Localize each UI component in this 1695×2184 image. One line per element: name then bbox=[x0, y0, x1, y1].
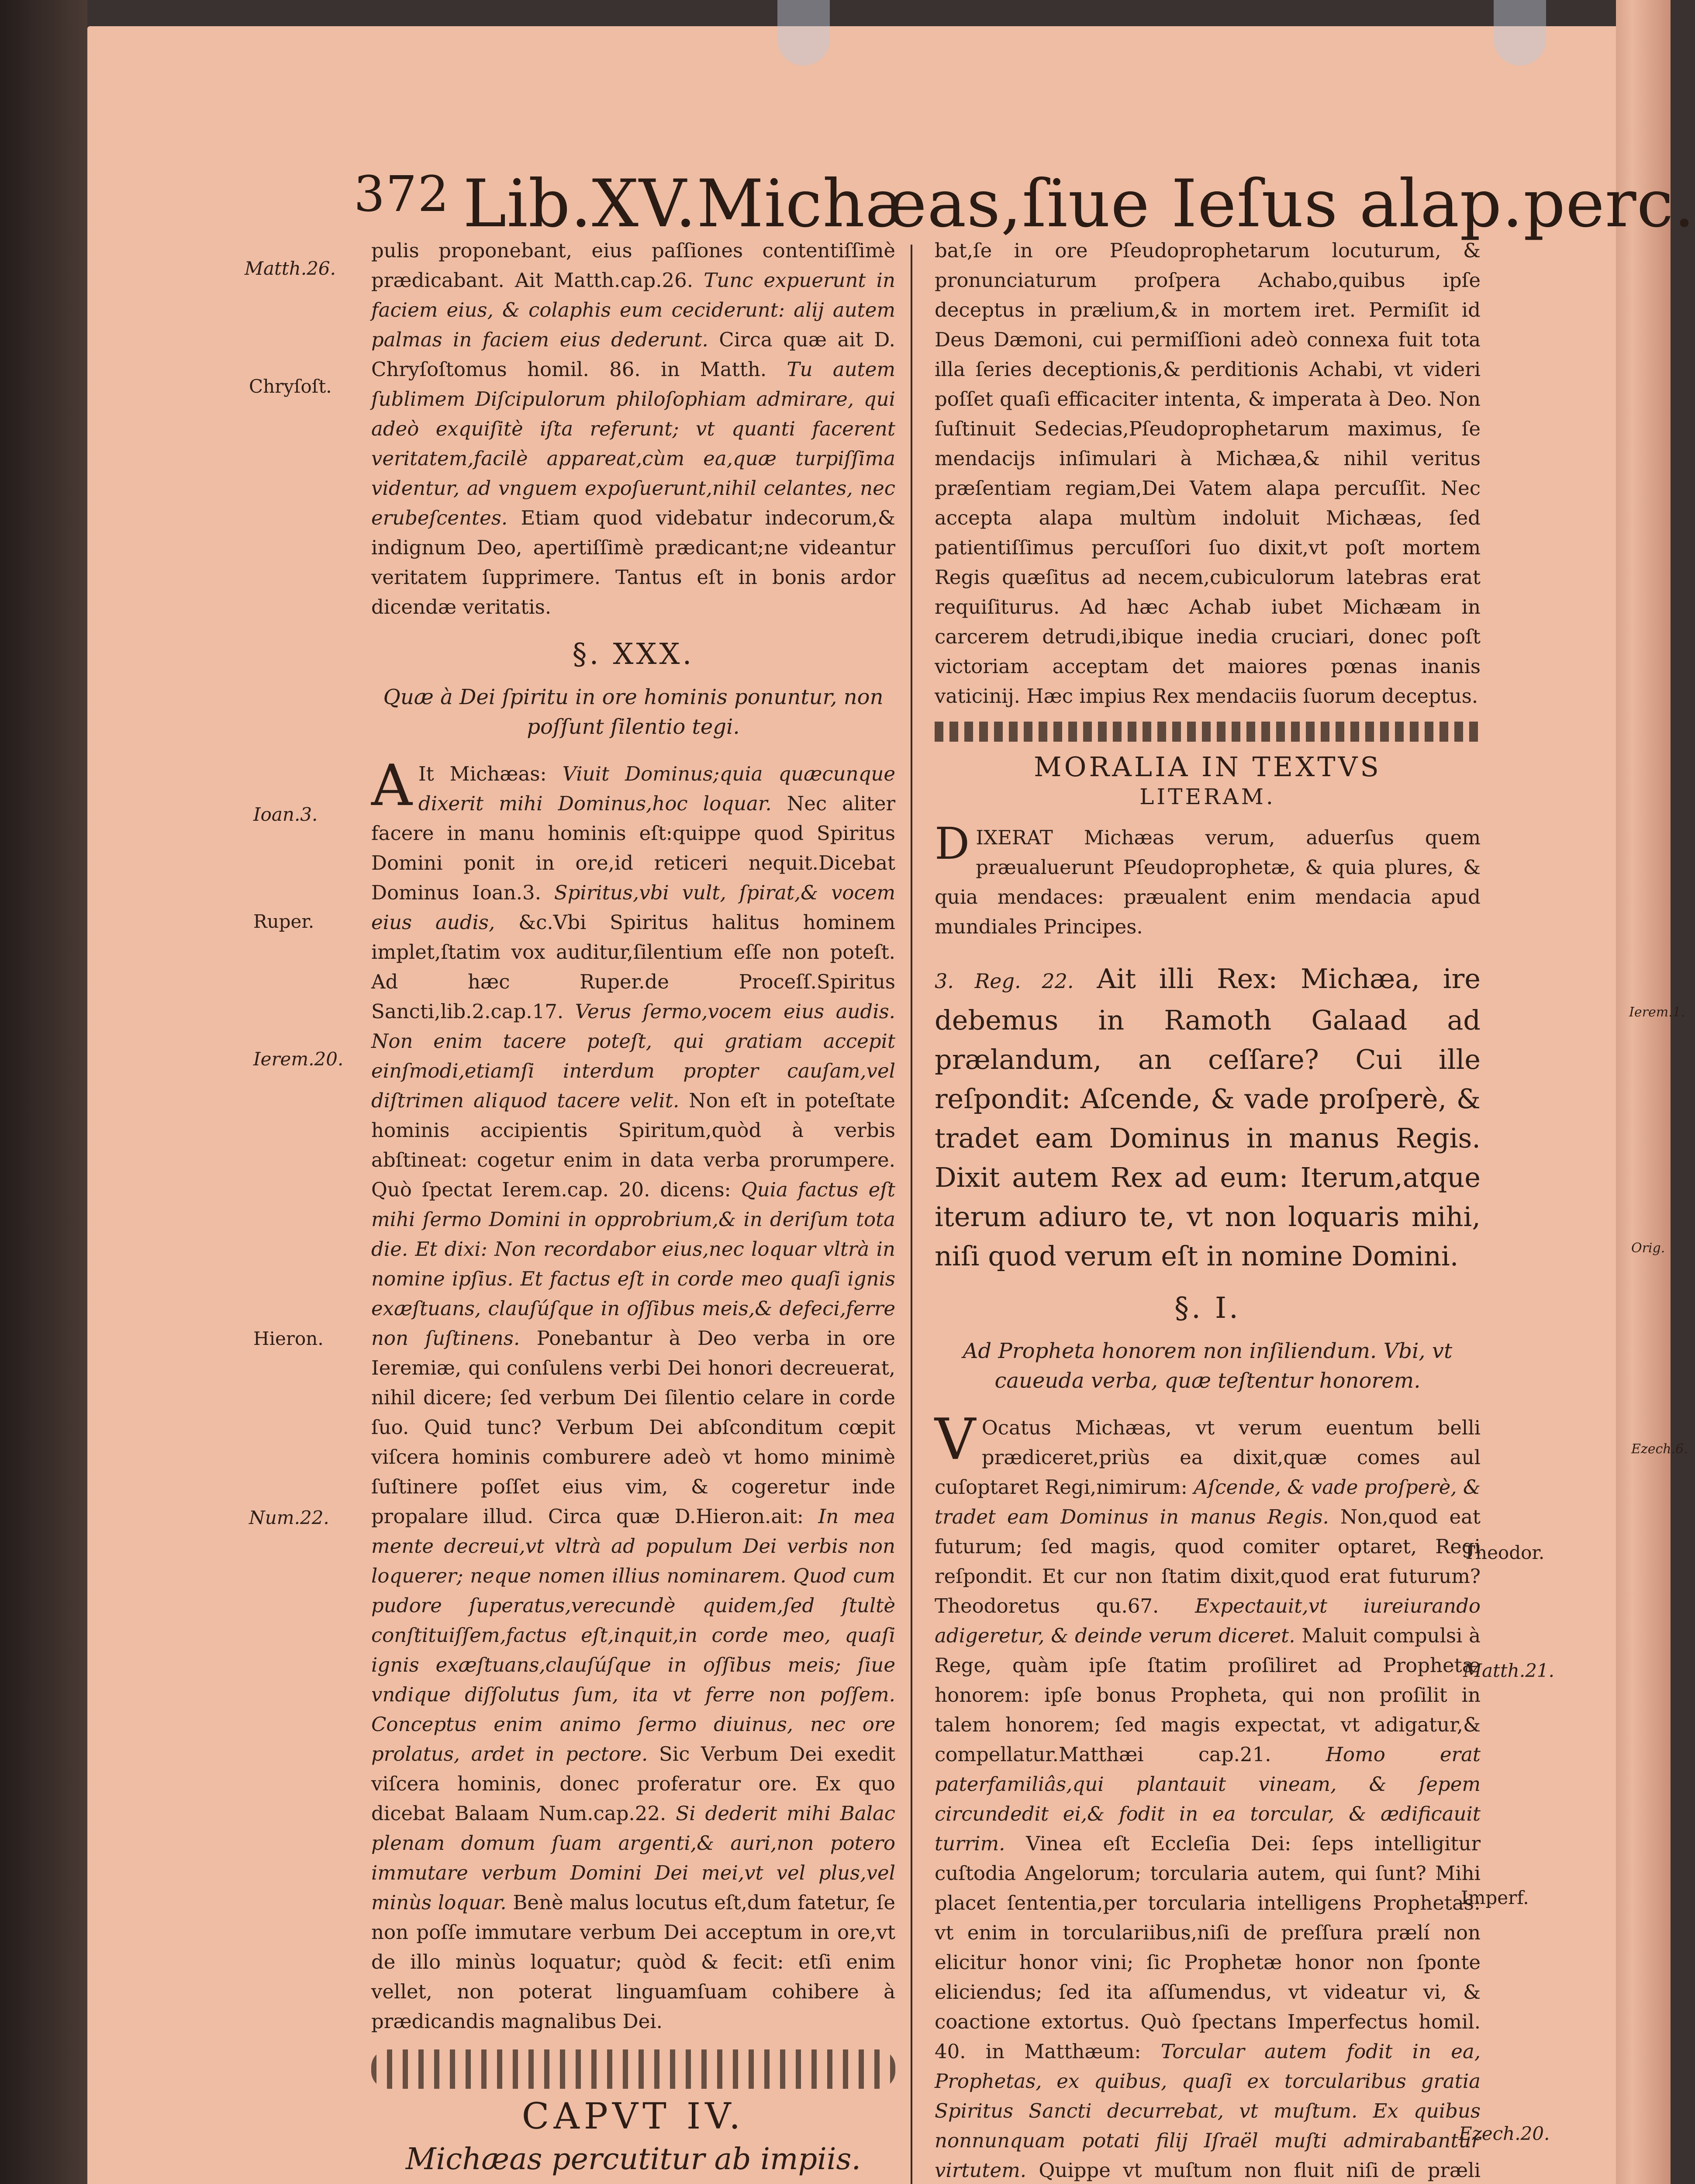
text-run: Ocatus Michæas, vt verum euentum belli prædiceret,priùs ea dixit,quæ comes aul cuſoptaret Regi,nimirum: bbox=[935, 1416, 1481, 1499]
paragraph bbox=[371, 236, 895, 622]
paragraph bbox=[935, 818, 1481, 942]
initial-letter: V bbox=[935, 1406, 976, 1472]
text-run: Ponebantur à Deo verba in ore Ieremiæ, qui conſulens verbi Dei honori decreuerat, nihil dicere; ſed verbum Dei ſilentio celare in corde ſuo. Quid tunc? Verbum Dei abſconditum cœpit viſcera hominis comburere adeò vt homo minimè ſuſtinere poſſet eius vim, & cogeretur inde propalare illud. Circa quæ D.Hieron.ait: bbox=[371, 1327, 896, 1528]
page-clip bbox=[777, 0, 830, 66]
book-spine bbox=[0, 0, 87, 2184]
moralia-heading-line2: LITERAM. bbox=[1139, 784, 1276, 809]
margin-note: Hieron. bbox=[253, 1328, 324, 1349]
text-run: Circa quæ ait D. Chryſoſtomus homil. 86. in Matth. bbox=[371, 328, 895, 381]
text-run-italic: In mea mente decreui,vt vltrà ad populum Dei verbis non loquerer; neque nomen illius nominarem. Quod cum pudore ſuperatus,verecundè quidem,ſed ſtultè conſtituiſſem,factus eſt,inquit,in corde meo, quaſi ignis exæſtuans,clauſúſque in oſſibus meis; ſiue vndique diſſolutus ſum, ita vt ferre non poſſem. Conceptus enim animo ſermo diuinus, nec ore prolatus, ardet in pectore. bbox=[371, 1505, 895, 1766]
margin-note: Theodor. bbox=[1463, 1542, 1545, 1563]
margin-note: Ioan.3. bbox=[253, 804, 318, 825]
page-number: 372 bbox=[354, 166, 450, 223]
text-run-italic: Verus ſermo,vocem eius audis. Non enim tacere poteſt, qui gratiam accepit einſmodi,etiamſi interdum propter cauſam,vel diſtrimen aliquod tacere velit. bbox=[371, 1000, 895, 1112]
margin-note: Orig. bbox=[1631, 1241, 1665, 1256]
text-run: It Michæas: bbox=[418, 762, 547, 785]
text-run: Sic Verbum Dei exedit viſcera hominis, donec proferatur ore. Ex quo dicebat Balaam Num.cap.22. bbox=[371, 1742, 895, 1825]
margin-note: Ezech.20. bbox=[1459, 2123, 1550, 2144]
paragraph bbox=[935, 1406, 1481, 2184]
text-run: Ait illi Rex: Michæa, ire debemus in Ramoth Galaad ad prælandum, an ceſſare? Cui ille reſpondit: Aſcende, & vade proſperè, & tradet eam Dominus in manus Regis. Dixit autem Rex ad eum: Iterum,atque iterum adiuro te, vt non loquaris mihi, niſi quod verum eſt in nomine Domini. bbox=[935, 963, 1481, 1272]
section-subtitle: Quæ à Dei ſpiritu in ore hominis ponuntur, non poſſunt ſilentio tegi. bbox=[383, 685, 884, 739]
text-run: &c.Vbi Spiritus halitus hominem implet,ſtatim vox auditur,ſilentium eſſe non poteſt. Ad hæc Ruper.de Proceſſ.Spiritus Sancti,lib.2.cap.17. bbox=[371, 911, 895, 1023]
margin-note: Matth.26. bbox=[245, 258, 336, 279]
text-run-italic: Si dederit mihi Balac plenam domum ſuam argenti,& auri,non potero immutare verbum Domini Dei mei,vt vel plus,vel minùs loquar. bbox=[371, 1802, 896, 1914]
chapter-heading: CAPVT IV. bbox=[521, 2096, 745, 2137]
text-run-italic: Torcular autem fodit in ea, Prophetas, ex quibus, quaſi ex torcularibus gratia Spiritus Sancti decurrebat, vt muſtum. Ex quibus nonnunquam potati filij Iſraël muſti admirabantur virtutem. bbox=[935, 2040, 1481, 2182]
margin-note: Chryſoſt. bbox=[249, 376, 332, 397]
running-title: Lib.XV.Michæas,ſiue Ieſus alap.perc. bbox=[463, 166, 1695, 242]
text-run-italic: Aſcende, & vade proſperè, & tradet eam Dominus in manus Regis. bbox=[935, 1476, 1481, 1528]
text-run: Quippe vt muſtum non fluit niſi de præli bbox=[1039, 2159, 1481, 2182]
text-run-italic: Expectauit,vt iureiurando adigeretur, & deinde verum diceret. bbox=[935, 1594, 1481, 1647]
initial-letter: A bbox=[371, 752, 412, 819]
decorative-ornament bbox=[371, 2049, 895, 2089]
right-column bbox=[935, 236, 1481, 2184]
text-run-italic: Tu autem ſublimem Diſcipulorum philoſophiam admirare, qui adeò exquiſitè iſta referunt; vt quanti facerent veritatem,facilè appareat,cùm ea,quæ turpiſſima videntur, ad vnguem expoſuerunt,nihil celantes, nec erubeſcentes. bbox=[371, 358, 895, 529]
text-run: Benè malus locutus eſt,dum fatetur, ſe non poſſe immutare verbum Dei acceptum in ore,vt de illo minùs loquatur; quòd & fecit: etſi enim vellet, non poterat linguamſuam cohibere à prædicandis magnalibus Dei. bbox=[371, 1891, 895, 2033]
paragraph: bat,ſe in ore Pſeudoprophetarum locuturum, & pronunciaturum proſpera Achabo,quibus ipſe deceptus in prælium,& in mortem iret. Permiſit id Deus Dæmoni, cui permiſſioni adeò connexa fuit tota illa ſeries deceptionis,& perditionis Achabi, vt videri poſſet quaſi efficaciter intenta, & imperata à Deo. Non ſuſtinuit Sedecias,Pſeudoprophetarum maximus, ſe mendacijs inſimulari à Michæa,& nihil veritus præſentiam regiam,Dei Vatem alapa percuſſit. Nec accepta alapa multùm indoluit Michæas, ſed patientiſſimus percuſſori ſuo dixit,vt poſt mortem Regis quæſitus ad necem,cubiculorum latebras erat requiſiturus. Ad hæc Achab iubet Michæam in carcerem detrudi,ibique inedia cruciari, donec poſt victoriam acceptam det maiores pœnas inanis vaticinij. Hæc impius Rex mendaciis ſuorum deceptus. bbox=[935, 239, 1481, 708]
section-heading: §. XXX. bbox=[572, 637, 694, 671]
column-rule bbox=[911, 245, 912, 2184]
section-subtitle: Ad Propheta honorem non inſiliendum. Vbi, vt caueuda verba, quæ teſtentur honorem. bbox=[963, 1339, 1453, 1393]
text-run: Non,quod eat futurum; ſed magis, quod comiter optaret, Regi reſpondit. Et cur non ſtatim dixit,quod erat futurum? Theodoretus qu.67. bbox=[935, 1505, 1481, 1617]
running-header bbox=[354, 166, 1695, 242]
margin-note: Ierem.1. bbox=[1629, 1005, 1685, 1020]
text-run: pulis proponebant, eius paſſiones contentiſſimè prædicabant. Ait Matth.cap.26. bbox=[371, 239, 895, 292]
section-heading: §. I. bbox=[1174, 1291, 1241, 1325]
moralia-heading: MORALIA IN TEXTVS bbox=[1034, 751, 1381, 783]
text-run: Etiam quod videbatur indecorum,& indignum Deo, apertiſſimè prædicant;ne videantur veritatem ſupprimere. Tantus eſt in bonis ardor dicendæ veritatis. bbox=[371, 506, 895, 619]
left-column bbox=[371, 236, 895, 2184]
decorative-rule bbox=[935, 722, 1481, 742]
chapter-subtitle: Michæas percutitur ab impiis. bbox=[405, 2142, 861, 2177]
text-run-italic: Homo erat paterfamiliâs,qui plantauit vineam, & ſepem circundedit ei,& fodit in ea torcular, & ædificauit turrim. bbox=[935, 1743, 1481, 1855]
margin-note: Ezech.6. bbox=[1631, 1441, 1688, 1457]
text-run: Vinea eſt Eccleſia Dei: ſeps intelligitur cuſtodia Angelorum; torcularia autem, qui ſunt? Mihi placet ſententia,per torcularia intelligens Prophetas: vt enim in torculariibus,niſi de preſſura prælí non elicitur honor vini; ſic Prophetæ honor non ſponte eliciendus; ſed ita aſſumendus, vt videatur vi, & coactione extortus. Quò ſpectans Imperfectus homil. 40. in Matthæum: bbox=[935, 1832, 1481, 2063]
text-run: Nec aliter facere in manu hominis eſt:quippe quod Spiritus Domini ponit in ore,id reticeri nequit.Dicebat Dominus Ioan.3. bbox=[371, 792, 896, 904]
initial-letter: D bbox=[935, 818, 970, 869]
text-run-italic: Tunc expuerunt in faciem eius, & colaphis eum ceciderunt: alij autem palmas in faciem eius dederunt. bbox=[371, 269, 895, 351]
text-run-italic: Spiritus,vbi vult, ſpirat,& vocem eius audis, bbox=[371, 881, 896, 934]
text-run: Non eſt in poteſtate hominis accipientis Spiritum,quòd à verbis abſtineat: cogetur enim in data verba prorumpere. Quò ſpectat Ierem.cap. 20. dicens: bbox=[371, 1089, 896, 1201]
paragraph bbox=[371, 752, 896, 2036]
scripture-reference: 3. Reg. 22. bbox=[935, 969, 1074, 993]
adjacent-page-edge bbox=[1616, 0, 1671, 2184]
margin-note: Ierem.20. bbox=[253, 1048, 344, 1070]
scripture-quote bbox=[935, 959, 1481, 1276]
text-run-italic: Quia factus eſt mihi ſermo Domini in opprobrium,& in deriſum tota die. Et dixi: Non recordabor eius,nec loquar vltrà in nomine ipſius. Et factus eſt in corde meo quaſi ignis exæſtuans, clauſúſque in oſſibus meis,& defeci,ferre non ſuſtinens. bbox=[371, 1178, 896, 1350]
margin-note: Imperf. bbox=[1461, 1887, 1529, 1908]
page-clip bbox=[1494, 0, 1546, 66]
text-run: Maluit compulsi à Rege, quàm ipſe ſtatim proſiliret ad Prophetæ honorem: ipſe bonus Propheta, qui non proſilit in talem honorem; ſed magis expectat, vt adigatur,& compellatur.Matthæi cap.21. bbox=[935, 1624, 1481, 1766]
text-run-italic: Viuit Dominus;quia quæcunque dixerit mihi Dominus,hoc loquar. bbox=[418, 762, 896, 815]
margin-note: Ruper. bbox=[253, 911, 314, 932]
text-run: IXERAT Michæas verum, aduerſus quem præualuerunt Pſeudoprophetæ, & quia plures, & quia mendaces: præualent enim mendacia apud mundiales Principes. bbox=[935, 826, 1481, 938]
margin-note: Num.22. bbox=[249, 1507, 329, 1528]
margin-note: Matth.21. bbox=[1463, 1660, 1554, 1681]
